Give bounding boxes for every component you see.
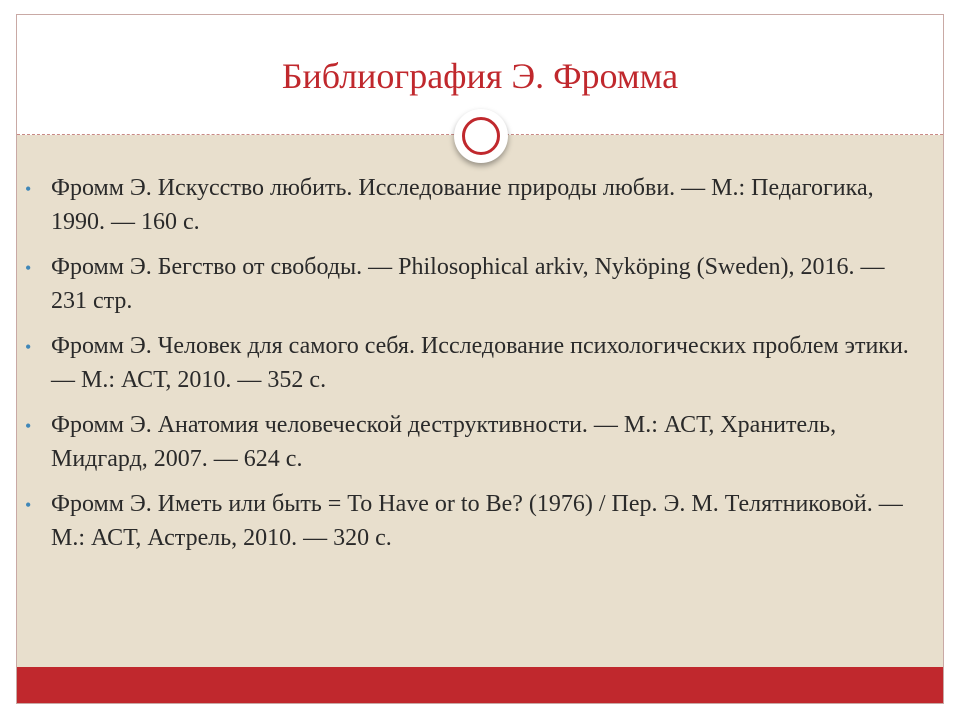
list-item-text: Фромм Э. Иметь или быть = To Have or to Be? (1976) / Пер. Э. М. Телятниковой. — М.: АСТ, Астрель, 2010. — 320 с. [51, 491, 903, 551]
list-item-text: Фромм Э. Человек для самого себя. Исследование психологических проблем этики. — М.: АСТ, 2010. — 352 с. [51, 333, 909, 393]
bullet-icon: • [25, 258, 32, 278]
list-item [25, 487, 925, 555]
ring-ornament-icon [454, 109, 508, 163]
slide [16, 14, 944, 704]
bibliography-list [25, 171, 925, 566]
bullet-icon: • [25, 337, 32, 357]
footer-bar [17, 667, 943, 703]
list-item-text: Фромм Э. Бегство от свободы. — Philosophical arkiv, Nyköping (Sweden), 2016. — 231 стр. [51, 254, 885, 314]
list-item [25, 329, 925, 397]
bullet-icon: • [25, 179, 32, 199]
list-item [25, 250, 925, 318]
bullet-icon: • [25, 495, 32, 515]
list-item [25, 408, 925, 476]
list-item [25, 171, 925, 239]
slide-title: Библиография Э. Фромма [281, 56, 679, 96]
list-item-text: Фромм Э. Искусство любить. Исследование природы любви. — М.: Педагогика, 1990. — 160 с. [51, 175, 874, 235]
list-item-text: Фромм Э. Анатомия человеческой деструктивности. — М.: АСТ, Хранитель, Мидгард, 2007. — 624 с. [51, 412, 837, 472]
bullet-icon: • [25, 416, 32, 436]
